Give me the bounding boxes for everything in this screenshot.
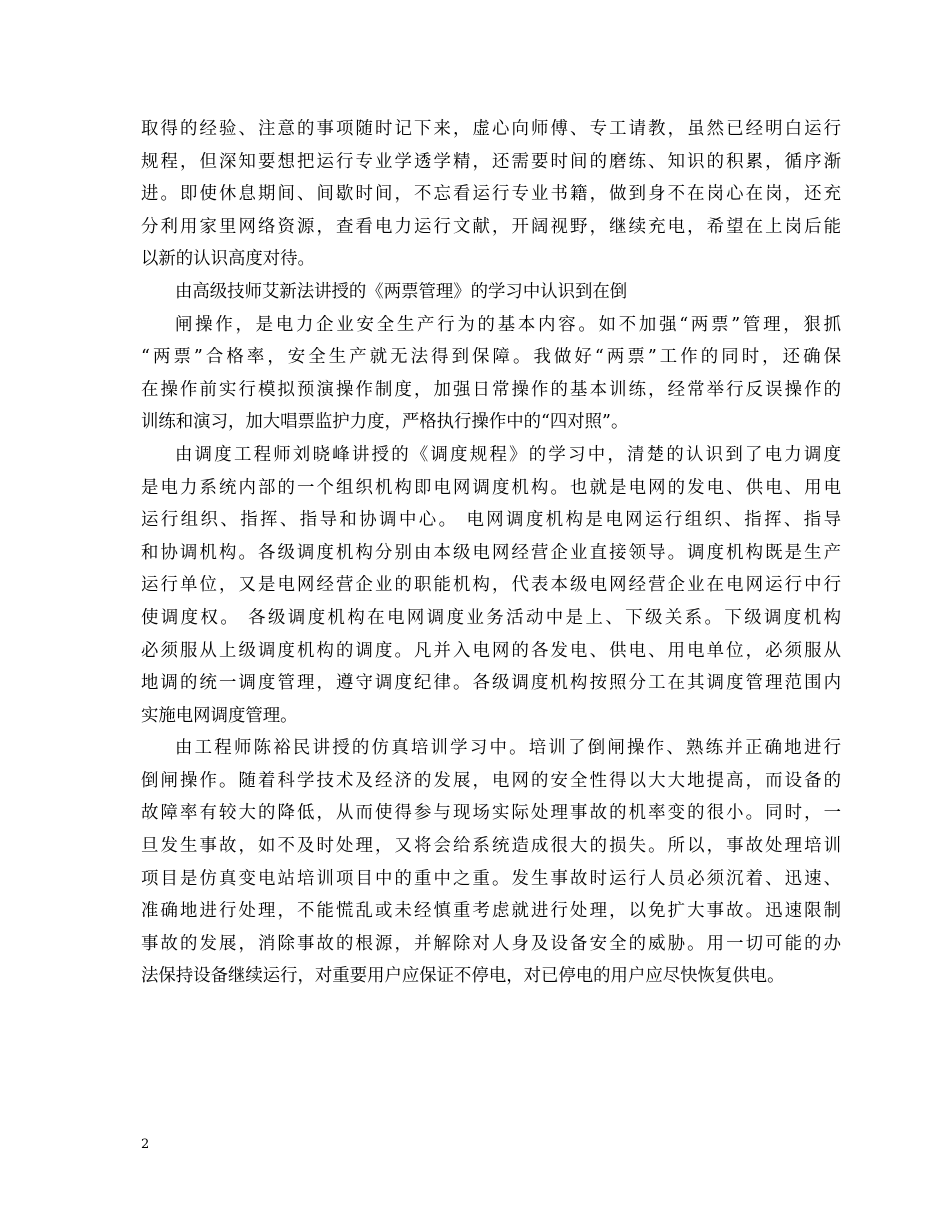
text-line: 旦发生事故，如不及时处理，又将会给系统造成很大的损失。所以，事故处理培训 [141,836,841,857]
text-line: 使调度权。 各级调度机构在电网调度业务活动中是上、下级关系。下级调度机构 [141,607,841,628]
text-line: 运行组织、指挥、指导和协调中心。 电网调度机构是电网运行组织、指挥、指导 [141,510,841,531]
text-line: 故障率有较大的降低，从而使得参与现场实际处理事故的机率变的很小。同时，一 [141,803,841,824]
document-body [141,113,841,993]
text-line: 运行单位，又是电网经营企业的职能机构，代表本级电网经营企业在电网运行中行 [141,575,841,596]
text-line: 事故的发展，消除事故的根源，并解除对人身及设备安全的威胁。用一切可能的办 [141,933,841,954]
text-line: 实施电网调度管理。 [141,705,298,726]
text-line: 倒闸操作。随着科学技术及经济的发展，电网的安全性得以大大地提高，而设备的 [141,770,841,791]
text-line: 在操作前实行模拟预演操作制度，加强日常操作的基本训练，经常举行反误操作的 [141,379,841,400]
paragraph-1 [141,113,841,276]
text-line: 由工程师陈裕民讲授的仿真培训学习中。培训了倒闸操作、熟练并正确地进行 [175,738,841,759]
text-line: 规程，但深知要想把运行专业学透学精，还需要时间的磨练、知识的积累，循序渐 [141,151,841,172]
text-line: 进。即使休息期间、间歇时间，不忘看运行专业书籍，做到身不在岗心在岗，还充 [141,184,841,205]
paragraph-3 [141,309,841,439]
text-line: 取得的经验、注意的事项随时记下来，虚心向师傅、专工请教，虽然已经明白运行 [141,119,841,139]
text-line: 以新的认识高度对待。 [141,249,315,270]
paragraph-5 [141,732,841,993]
text-line: 由高级技师艾新法讲授的《两票管理》的学习中认识到在倒 [175,281,628,302]
text-line: 项目是仿真变电站培训项目中的重中之重。发生事故时运行人员必须沉着、迅速、 [141,868,841,889]
text-line: 闸操作，是电力企业安全生产行为的基本内容。如不加强“两票”管理，狠抓 [175,314,841,335]
text-line: “两票”合格率，安全生产就无法得到保障。我做好“两票”工作的同时，还确保 [141,347,841,368]
text-line: 由调度工程师刘晓峰讲授的《调度规程》的学习中，清楚的认识到了电力调度 [175,444,841,465]
text-line: 分利用家里网络资源，查看电力运行文献，开阔视野，继续充电，希望在上岗后能 [141,216,841,237]
text-line: 训练和演习，加大唱票监护力度，严格执行操作中的“四对照”。 [141,412,629,433]
text-line: 法保持设备继续运行，对重要用户应保证不停电，对已停电的用户应尽快恢复供电。 [141,966,785,987]
paragraph-2 [141,276,841,309]
text-line: 和协调机构。各级调度机构分别由本级电网经营企业直接领导。调度机构既是生产 [141,542,841,563]
page-number: 2 [141,1137,150,1152]
text-line: 必须服从上级调度机构的调度。凡并入电网的各发电、供电、用电单位，必须服从 [141,640,841,661]
text-line: 是电力系统内部的一个组织机构即电网调度机构。也就是电网的发电、供电、用电 [141,477,841,498]
text-line: 地调的统一调度管理，遵守调度纪律。各级调度机构按照分工在其调度管理范围内 [141,673,841,694]
text-line: 准确地进行处理，不能慌乱或未经慎重考虑就进行处理，以免扩大事故。迅速限制 [141,901,841,922]
paragraph-4 [141,439,841,732]
